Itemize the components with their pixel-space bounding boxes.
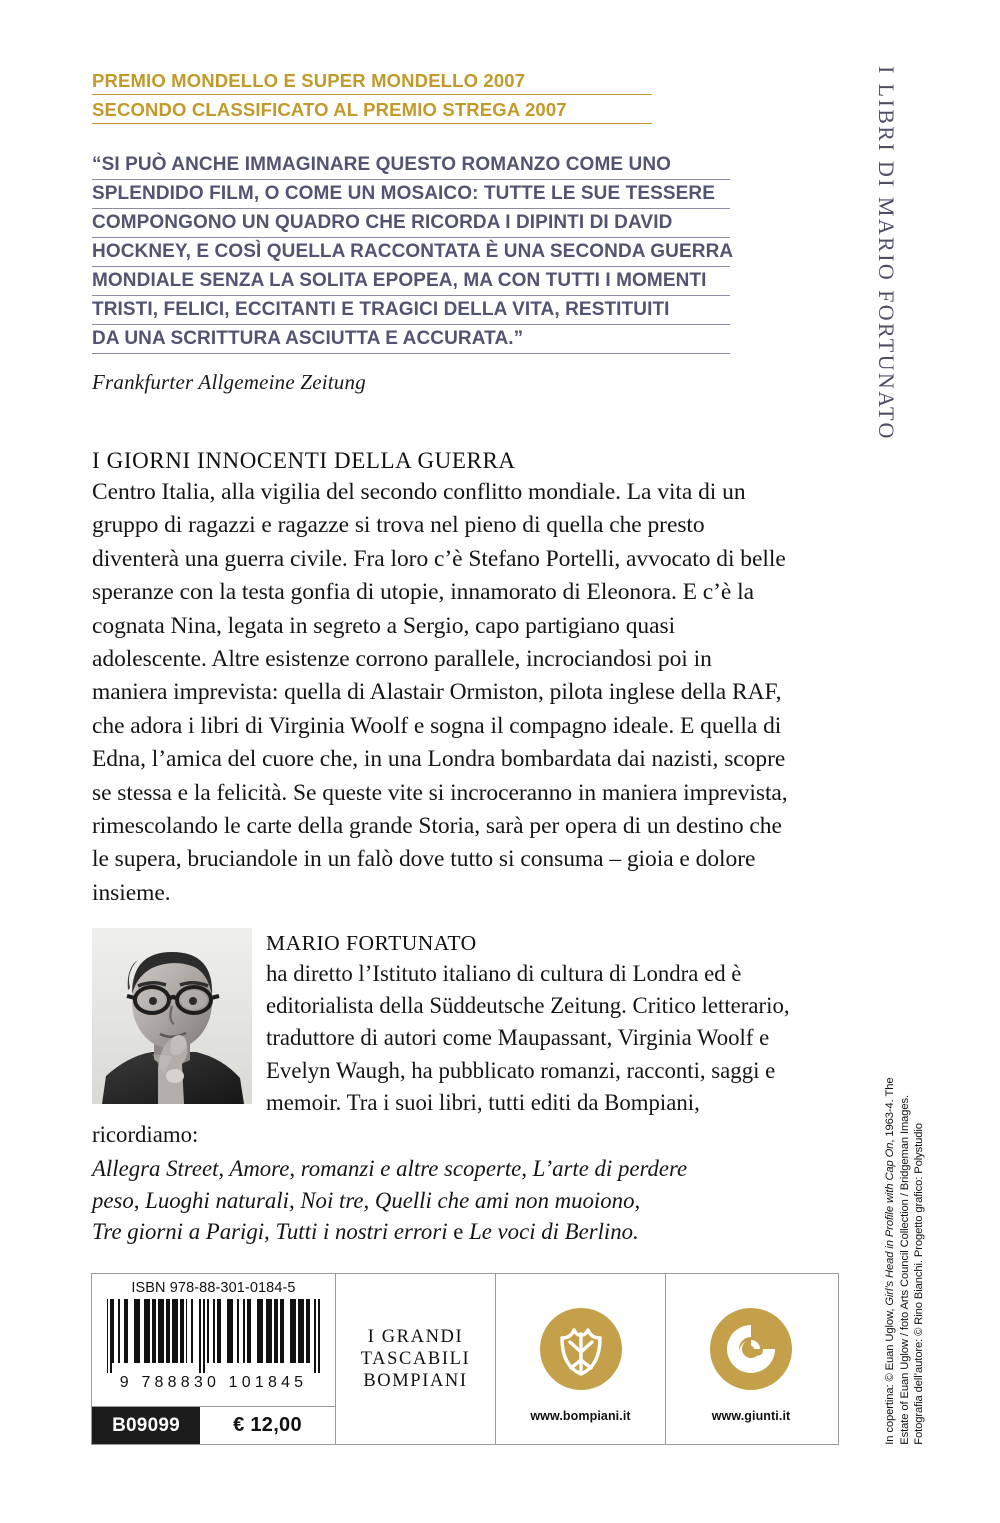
series-name — [361, 1326, 471, 1392]
quote-line-5: MONDIALE SENZA LA SOLITA EPOPEA, MA CON TUTTI I MOMENTI — [92, 268, 730, 296]
quote-line-6: TRISTI, FELICI, ECCITANTI E TRAGICI DELLA VITA, RESTITUITI — [92, 297, 730, 325]
price-label: € 12,00 — [233, 1414, 302, 1436]
quote-line-1: “SI PUÒ ANCHE IMMAGINARE QUESTO ROMANZO COME UNO — [92, 152, 730, 180]
bottom-info-panel — [91, 1273, 839, 1445]
giunti-spiral-logo — [710, 1308, 792, 1395]
author-name: MARIO FORTUNATO — [266, 931, 477, 955]
isbn-label: ISBN 978-88-301-0184-5 — [131, 1280, 296, 1296]
blurb-title: I GIORNI INNOCENTI DELLA GUERRA — [92, 448, 516, 473]
author-bio-text: ha diretto l’Istituto italiano di cultura di Londra ed è editorialista della Süddeutsche Zeitung. Critico letterario, traduttore di autori come Maupassant, Virginia Woolf e Evelyn Waugh, ha pubblicato romanzi, racconti, saggi e memoir. Tra i suoi libri, tutti editi da Bompiani, ricordiamo: — [92, 961, 790, 1148]
author-bio-block — [92, 928, 802, 1248]
books-line-1: Allegra Street, Amore, romanzi e altre scoperte, L’arte di perdere — [92, 1156, 688, 1182]
books-line-3-c: Le voci di Berlino. — [469, 1219, 639, 1245]
giunti-cell[interactable] — [666, 1274, 836, 1444]
credits-line-1-suffix: , 1963-4. — [884, 1099, 897, 1143]
cover-credits-text — [883, 1077, 927, 1445]
books-line-3-a: Tre giorni a Parigi, Tutti i nostri errori — [92, 1219, 454, 1245]
books-line-2: peso, Luoghi naturali, Noi tre, Quelli che ami non muoiono, — [92, 1187, 641, 1213]
award-line-2: SECONDO CLASSIFICATO AL PREMIO STREGA 2007 — [92, 97, 652, 124]
series-line-3: BOMPIANI — [363, 1371, 468, 1391]
author-books-list — [92, 1151, 802, 1248]
awards-block — [92, 68, 652, 126]
series-line-2: TASCABILI — [360, 1349, 471, 1369]
books-line-3-conjunction: e — [453, 1219, 470, 1245]
bompiani-cell[interactable] — [496, 1274, 666, 1444]
quote-line-4: HOCKNEY, E COSÌ QUELLA RACCONTATA È UNA SECONDA GUERRA — [92, 239, 730, 267]
press-quote-block — [92, 152, 734, 395]
credits-line-3: Fotografia dell’autore: © Rino Bianchi. Progetto grafico: Polystudio — [913, 1123, 926, 1445]
blurb-body: Centro Italia, alla vigilia del secondo conflitto mondiale. La vita di un gruppo di ragazzi e ragazze si trova nel pieno di quella che presto diventerà una guerra civile. Fra loro c’è Stefano Portelli, avvocato di belle speranze con la testa gonfia di utopie, innamorato di Eleonora. E c’è la cognata Nina, legata in segreto a Sergio, capo partigiano quasi adolescente. Altre esistenze corrono parallele, incrociandosi poi in maniera imprevista: quella di Alastair Ormiston, pilota inglese della RAF, che adora i libri di Virginia Woolf e sogna il compagno ideale. E quella di Edna, l’amica del cuore che, in una Londra bombardata dai nazisti, scopre se stessa e la felicità. Se queste vite si incroceranno in maniera imprevista, rimescolando le carte della grande Storia, sarà per opera di un destino che le supera, bruciandole in un falò dove tutto si consuma – gioia e dolore insieme. — [92, 479, 788, 906]
barcode-bars — [107, 1299, 321, 1373]
quote-line-3: COMPONGONO UN QUADRO CHE RICORDA I DIPINTI DI DAVID — [92, 210, 730, 238]
award-line-1: PREMIO MONDELLO E SUPER MONDELLO 2007 — [92, 68, 652, 95]
series-cell — [336, 1274, 496, 1444]
quote-line-2: SPLENDIDO FILM, O COME UN MOSAICO: TUTTE LE SUE TESSERE — [92, 181, 730, 209]
barcode-cell — [92, 1274, 336, 1444]
barcode-area — [92, 1274, 335, 1406]
quote-line-7: DA UNA SCRITTURA ASCIUTTA E ACCURATA.” — [92, 326, 730, 354]
cover-credits-block — [884, 1075, 987, 1445]
blurb-block — [92, 446, 792, 910]
quote-attribution: Frankfurter Allgemeine Zeitung — [92, 370, 366, 394]
barcode-digits: 9 788830 101845 — [119, 1374, 308, 1391]
credits-line-2: The Estate of Euan Uglow / foto Arts Council Collection / Bridgeman Images. — [884, 1077, 911, 1445]
spine-series-label — [855, 60, 915, 460]
series-line-1: I GRANDI — [367, 1327, 464, 1347]
giunti-url[interactable]: www.giunti.it — [711, 1408, 791, 1423]
bompiani-tulip-logo — [540, 1308, 622, 1395]
author-photo — [92, 928, 252, 1104]
credits-line-1-prefix: In copertina: © Euan Uglow, — [884, 1305, 897, 1445]
books-line-3 — [92, 1216, 802, 1248]
spine-text: I LIBRI DI MARIO FORTUNATO — [874, 66, 899, 441]
price-row — [92, 1406, 335, 1444]
product-code: B09099 — [92, 1407, 200, 1444]
bompiani-url[interactable]: www.bompiani.it — [530, 1408, 631, 1423]
credits-artwork-title: Girl’s Head in Profile with Cap On — [884, 1142, 897, 1306]
